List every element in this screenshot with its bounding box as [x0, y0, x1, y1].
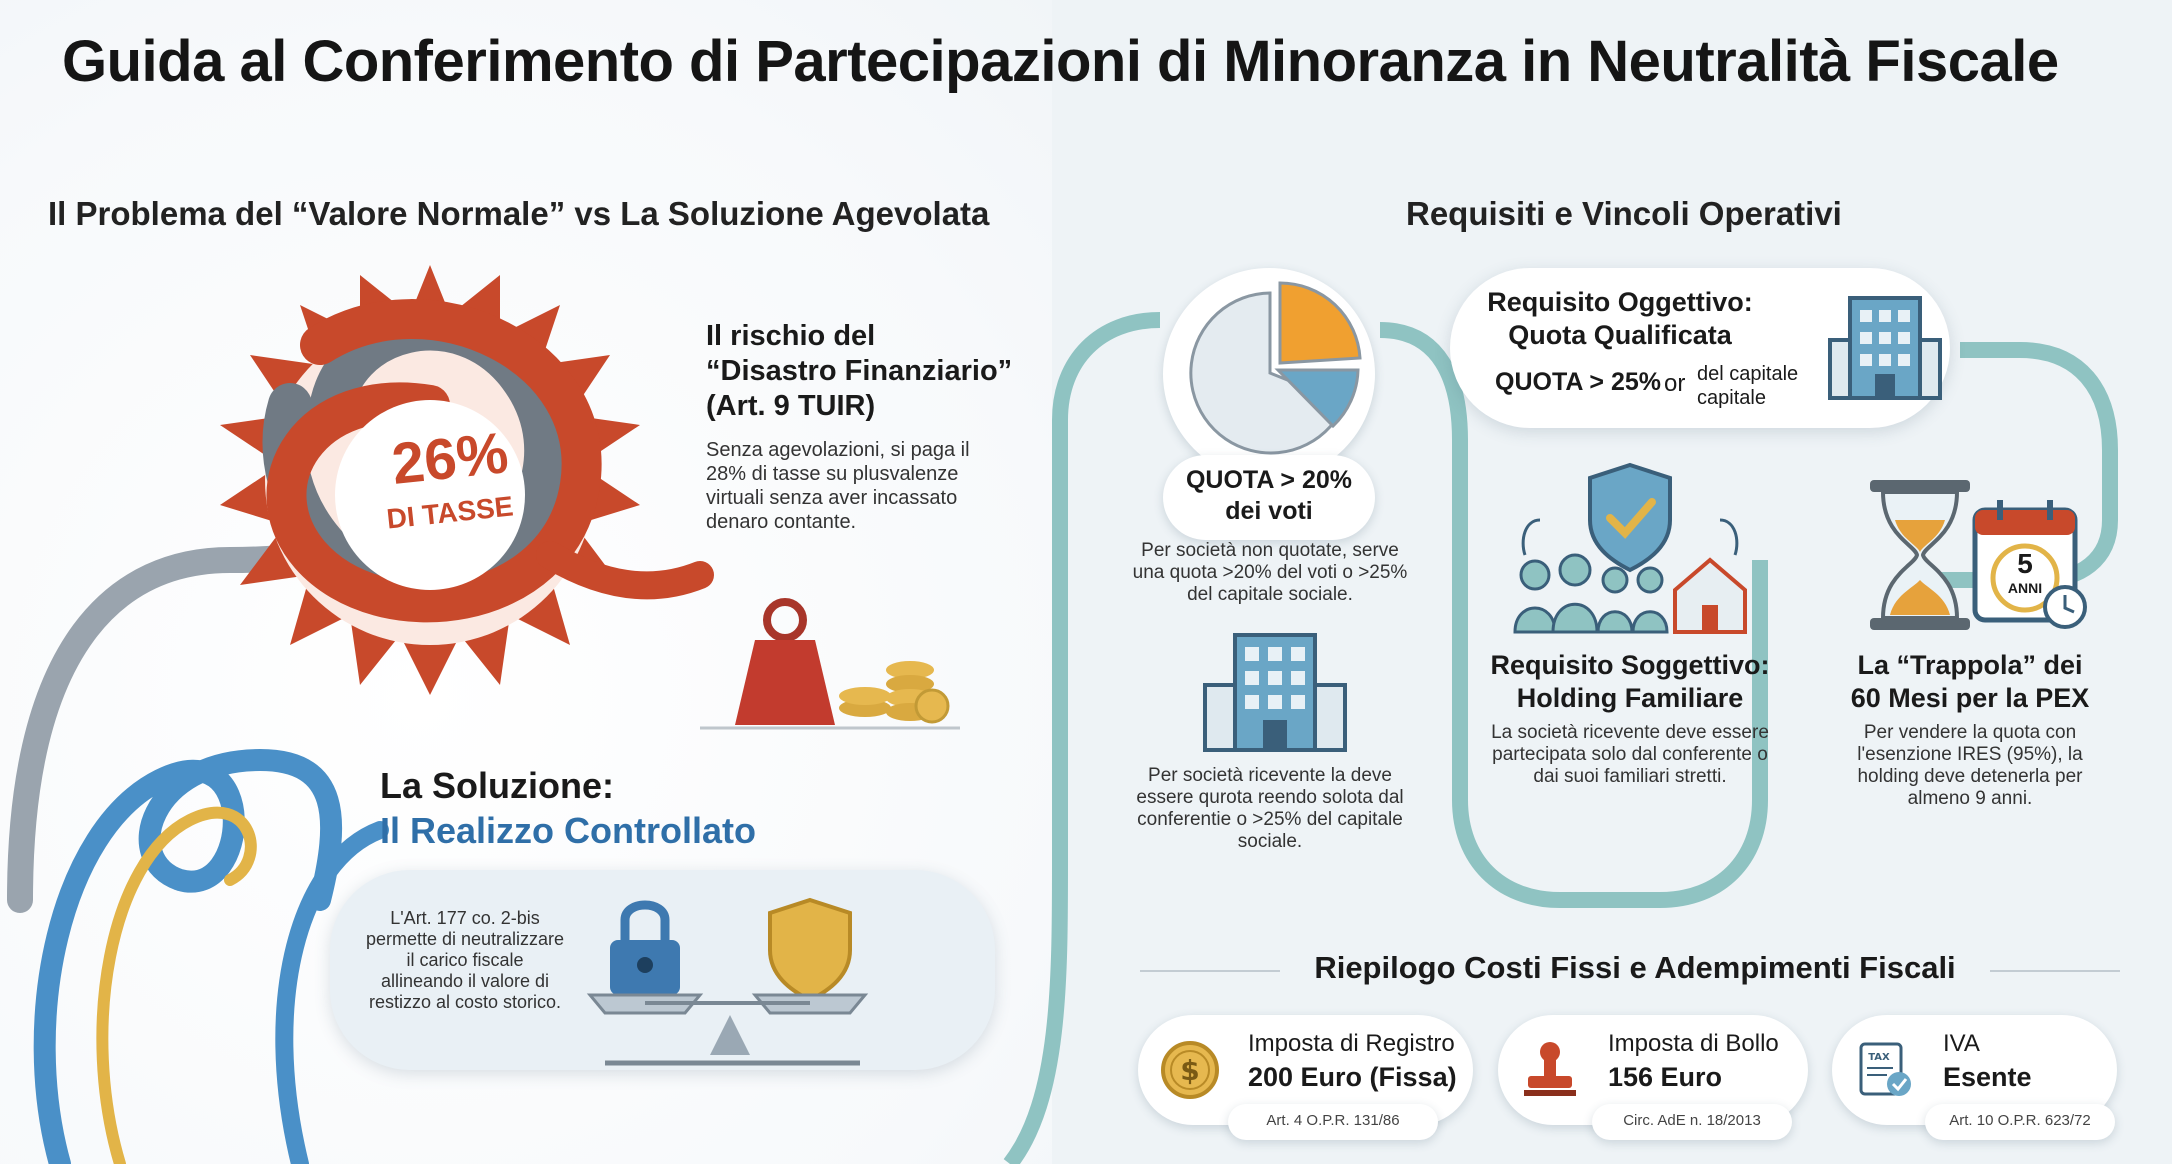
iva-label: IVA: [1943, 1030, 1980, 1057]
calendar-label: ANNI: [2007, 580, 2043, 596]
building-icon-right: [1830, 290, 1940, 405]
page-title: Guida al Conferimento di Partecipazioni di Minoranza in Neutralità Fiscale: [62, 29, 2059, 94]
knot-percentage: 26%: [388, 420, 512, 497]
building-icon-left: [1205, 625, 1345, 755]
solution-body: L'Art. 177 co. 2-bis permette di neutralizzare il carico fiscale allineando il valore di restizzo al costo storico.: [365, 908, 565, 1012]
family-shield-house-icon: [1510, 460, 1750, 635]
registro-value: 200 Euro (Fissa): [1248, 1062, 1457, 1092]
hourglass-icon: [1865, 480, 1975, 630]
summary-divider-left: [1140, 970, 1280, 972]
tax-document-icon: [1855, 1040, 1915, 1100]
quota-title-line-1: QUOTA > 20%: [1185, 466, 1352, 494]
iva-value: Esente: [1943, 1062, 2032, 1092]
svg-text:TAX: TAX: [1868, 1052, 1890, 1063]
quota-title-line-2: dei voti: [1225, 497, 1313, 525]
oggettivo-or: or: [1664, 370, 1686, 397]
risk-title-line-3: (Art. 9 TUIR): [706, 390, 876, 422]
pie-chart-icon: [1180, 278, 1360, 458]
registro-label: Imposta di Registro: [1248, 1030, 1455, 1057]
calendar-number: 5: [2017, 548, 2033, 579]
ricevente-body: Per società ricevente la deve essere qurota reendo solota dal conferentie o >25% del capitale sociale.: [1136, 765, 1404, 852]
risk-title-line-2: “Disastro Finanziario”: [706, 355, 1013, 387]
registro-ref: Art. 4 O.P.R. 131/86: [1266, 1112, 1400, 1129]
risk-body: Senza agevolazioni, si paga il 28% di tasse su plusvalenze virtuali senza aver incassato denaro contante.: [706, 439, 970, 533]
trappola-title-line-2: 60 Mesi per la PEX: [1850, 683, 2090, 713]
risk-title-line-1: Il rischio del: [706, 320, 876, 352]
iva-ref: Art. 10 O.P.R. 623/72: [1949, 1112, 2091, 1129]
soggettivo-title-line-2: Holding Familiare: [1516, 683, 1744, 713]
bollo-value: 156 Euro: [1608, 1062, 1723, 1092]
knot-label: DI TASSE: [385, 490, 515, 535]
summary-title: Riepilogo Costi Fissi e Adempimenti Fiscali: [1314, 950, 1956, 985]
bollo-label: Imposta di Bollo: [1608, 1030, 1779, 1057]
oggettivo-title-line-1: Requisito Oggettivo:: [1487, 287, 1753, 317]
solution-title-line-1: La Soluzione:: [380, 765, 614, 806]
summary-divider-right: [1990, 970, 2120, 972]
soggettivo-body: La società ricevente deve essere partecipata solo dal conferente o dai suoi familiari stretti.: [1491, 722, 1769, 787]
oggettivo-capitale-1: del capitale: [1697, 363, 1799, 385]
right-section-title: Requisiti e Vincoli Operativi: [1406, 195, 1842, 232]
weight-and-coins-icon: [700, 590, 960, 740]
trappola-title-line-1: La “Trappola” dei: [1857, 650, 2083, 680]
coin-dollar-icon: [1160, 1040, 1220, 1100]
oggettivo-title-line-2: Quota Qualificata: [1508, 320, 1732, 350]
stamp-icon: [1520, 1040, 1580, 1100]
bollo-ref: Circ. AdE n. 18/2013: [1623, 1112, 1761, 1129]
trappola-body: Per vendere la quota con l'esenzione IRES (95%), la holding deve detenerla per almeno 9 anni.: [1857, 722, 2083, 809]
svg-text:$: $: [1180, 1054, 1200, 1087]
oggettivo-capitale-2: capitale: [1697, 387, 1766, 409]
solution-title-line-2: Il Realizzo Controllato: [380, 810, 757, 851]
balance-scale-lock-shield-icon: [590, 895, 950, 1075]
soggettivo-title-line-1: Requisito Soggettivo:: [1490, 650, 1770, 680]
left-section-title: Il Problema del “Valore Normale” vs La Soluzione Agevolata: [48, 195, 990, 232]
quota-body: Per società non quotate, serve una quota >20% del voti o >25% del capitale sociale.: [1132, 540, 1408, 605]
oggettivo-quota: QUOTA > 25%: [1495, 368, 1662, 396]
